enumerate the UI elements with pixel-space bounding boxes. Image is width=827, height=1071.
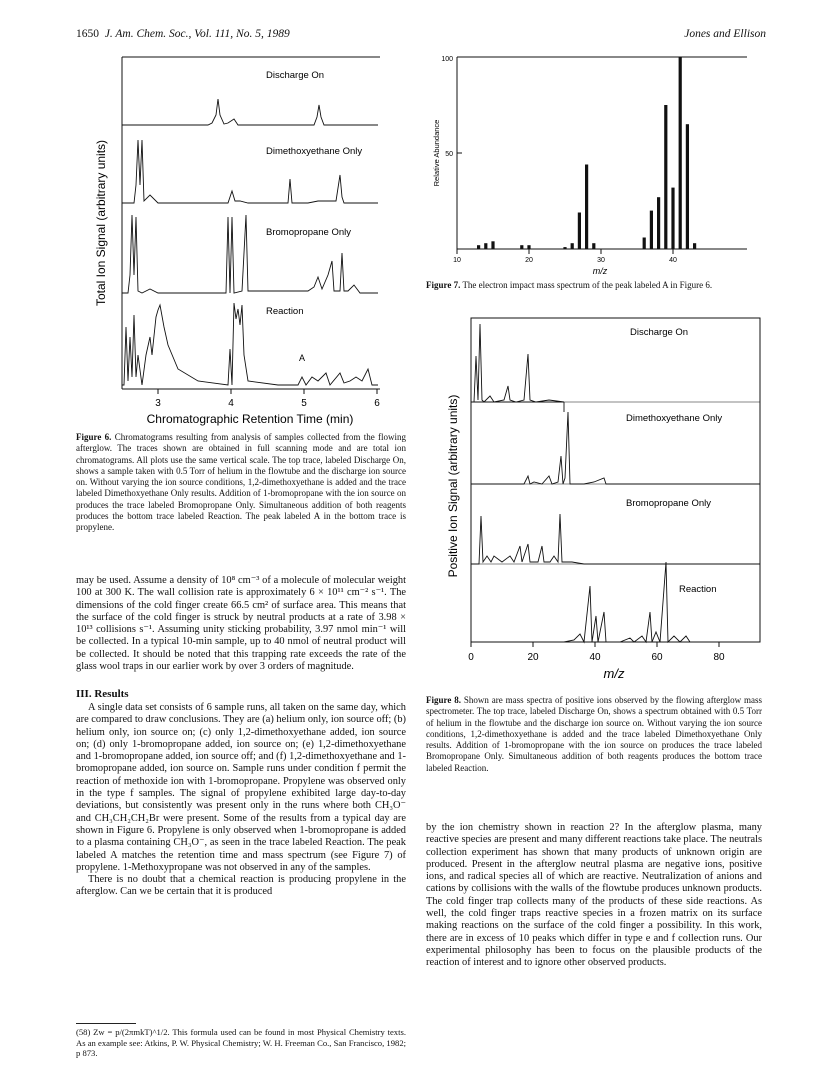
fig7-ytick: 50 <box>445 151 453 158</box>
figure-7-mass-spectrum <box>422 55 762 279</box>
fig8-trace-label-bromopropane: Bromopropane Only <box>626 498 712 509</box>
journal-name: J. Am. Chem. Soc., <box>104 28 192 40</box>
footnote-rule <box>76 1023 136 1024</box>
fig7-xtick: 20 <box>525 257 533 264</box>
fig7-bar-mz-14 <box>484 243 487 249</box>
fig8-trace-discharge-on <box>471 324 564 402</box>
figure-8-caption <box>426 695 762 774</box>
fig7-bar-mz-42 <box>686 124 689 249</box>
fig7-bar-mz-13 <box>477 245 480 249</box>
fig7-xtick: 10 <box>453 257 461 264</box>
figure-8-caption-text: Shown are mass spectra of positive ions observed by the flowing afterglow mass spectrometer. The top trace, labeled Discharge On, shows a spectrum obtained with 0.5 Torr of helium in the flowtube and the discharge ion source on. Without varying the ion source conditions, 1,2-dimethoxyethane is added and the trace labeled Dimethoxyethane Only results. Addition of 1-bromopropane with the ion source on produces the trace labeled Bromopropane Only. Simultaneous addition of both reagents produces the bottom trace labeled Reaction. <box>426 695 762 773</box>
fig7-bar-mz-25 <box>563 247 566 249</box>
fig8-xtick: 60 <box>651 652 663 663</box>
fig7-bar-mz-28 <box>585 165 588 250</box>
fig6-trace-label-discharge-on: Discharge On <box>266 70 325 81</box>
left-column-results <box>76 702 406 899</box>
fig6-xlabel: Chromatographic Retention Time (min) <box>146 412 354 426</box>
fig6-xtick: 4 <box>228 398 234 409</box>
fig8-trace-label-reaction: Reaction <box>679 584 717 595</box>
fig6-ylabel: Total Ion Signal (arbitrary units) <box>94 139 108 307</box>
fig7-xtick: 30 <box>597 257 605 264</box>
fig6-trace-label-bromopropane: Bromopropane Only <box>266 227 352 238</box>
fig6-xtick: 6 <box>374 398 380 409</box>
fig8-xlabel: m/z <box>603 666 625 681</box>
fig6-xtick: 5 <box>301 398 307 409</box>
fig8-ylabel: Positive Ion Signal (arbitrary units) <box>446 394 460 578</box>
figure-7-caption-label: Figure 7. <box>426 280 461 290</box>
fig7-bar-mz-19 <box>520 245 523 249</box>
fig8-xtick: 0 <box>468 652 474 663</box>
section-heading-results: III. Results <box>76 688 129 700</box>
fig6-xtick: 3 <box>155 398 161 409</box>
figure-6-caption-text: Chromatograms resulting from analysis of samples collected from the flowing afterglow. The traces shown are obtained in full scanning mode and are total ion chromatograms. All plots use the same vertical scale. The top trace, labeled Discharge On, shows a sample taken with 0.5 Torr of helium in the flowtube and the discharge ion source on. Without varying the ion source conditions, 1,2-dimethoxyethane is added and the trace labeled Dimethoxyethane Only results. Addition of 1-bromopropane with the ion source on produces the trace labeled Bromopropane Only. Simultaneous addition of both reagents produces the bottom trace labeled Reaction. The peak labeled A in the bottom trace is propylene. <box>76 432 407 533</box>
fig7-bar-mz-41 <box>679 57 682 249</box>
fig7-bar-mz-43 <box>693 243 696 249</box>
journal-volume: Vol. 111, No. 5, 1989 <box>194 28 290 40</box>
fig6-trace-label-reaction: Reaction <box>266 306 304 317</box>
body-paragraph: There is no doubt that a chemical reaction is producing propylene in the afterglow. Can we be certain that it is produced <box>76 874 406 898</box>
figure-6-caption <box>76 432 406 534</box>
fig8-xtick: 40 <box>589 652 601 663</box>
footnote-58: (58) Zw = p/(2πmkT)^1/2. This formula used can be found in most Physical Chemistry texts. As an example see: Atkins, P. W. Physical Chemistry; W. H. Freeman Co., San Francisco, 1982; p 873. <box>76 1027 406 1059</box>
fig7-bar-mz-38 <box>657 197 660 249</box>
fig6-trace-reaction <box>122 303 378 385</box>
fig7-bar-mz-40 <box>671 188 674 249</box>
figure-8-positive-ion-spectra <box>424 316 764 694</box>
fig7-bar-mz-27 <box>578 213 581 250</box>
fig7-bars <box>477 57 696 249</box>
fig7-xtick: 40 <box>669 257 677 264</box>
figure-6-caption-label: Figure 6. <box>76 432 112 442</box>
fig6-trace-discharge-on <box>122 99 378 125</box>
left-column-text <box>76 575 406 673</box>
fig7-bar-mz-15 <box>491 241 494 249</box>
figure-7-caption-text: The electron impact mass spectrum of the peak labeled A in Figure 6. <box>462 280 713 290</box>
fig6-trace-label-dimethoxyethane: Dimethoxyethane Only <box>266 146 363 157</box>
fig8-xtick: 80 <box>713 652 725 663</box>
fig7-bar-mz-29 <box>592 243 595 249</box>
figure-7-caption <box>426 280 762 291</box>
page-number: 1650 <box>76 28 99 40</box>
right-column-text <box>426 822 762 970</box>
body-paragraph: by the ion chemistry shown in reaction 2? In the afterglow plasma, many reactive species are present and many different reactions take place. The neutrals collection experiment has shown that many products of unknown origin are produced. Present in the afterglow neutral plasma are negative ions, positive ions, and radical species all of which are reactive. Neutralization of anions and cations by collisions with the walls of the flowtube produces unknown products. The cold finger trap collects many of the products of these side reactions. As well, the cold finger traps reactive species in a frozen matrix on its surface making reactions on the surface of the cold finger a possibility. In this work, there are in excess of 10 peaks which differ in type e and f collection runs. Our experimental philosophy has been to focus on the plausible products of the reaction of interest and to ignore other observed products. <box>426 822 762 969</box>
fig7-bar-mz-20 <box>527 245 530 249</box>
fig8-trace-label-dimethoxyethane: Dimethoxyethane Only <box>626 413 723 424</box>
fig7-bar-mz-36 <box>643 238 646 250</box>
body-paragraph: may be used. Assume a density of 10⁸ cm⁻³ of a molecule of molecular weight 100 at 300 K. The wall collision rate is approximately 6 × 10¹¹ cm⁻² s⁻¹. The dimensions of the cold finger create 66.5 cm² of surface area. This means that the surface of the cold finger is struck by neutral products at a rate of 3.98 × 10¹³ collisions s⁻¹. Assuming unity sticking probability, 3.97 nmol min⁻¹ will be collected. In a typical 10-min sample, up to 40 nmol of neutral product will be collected. It should be noted that this trapping rate exceeds the rate of the glass wool traps in our earlier work by over 3 orders of magnitude. <box>76 575 406 673</box>
fig7-bar-mz-37 <box>650 211 653 249</box>
fig7-bar-mz-39 <box>664 105 667 249</box>
figure-6-chromatogram <box>78 55 408 430</box>
figure-8-caption-label: Figure 8. <box>426 695 461 705</box>
fig7-bar-mz-26 <box>571 243 574 249</box>
fig8-trace-reaction <box>471 562 760 642</box>
fig7-xlabel: m/z <box>592 266 608 276</box>
fig7-ylabel: Relative Abundance <box>432 119 441 187</box>
fig8-trace-bromopropane <box>471 514 760 564</box>
fig8-trace-label-discharge-on: Discharge On <box>630 327 689 338</box>
body-paragraph: A single data set consists of 6 sample runs, all taken on the same day, which are compared to draw conclusions. They are (a) helium only, ion source off; (b) helium only, ion source on; (c) only 1,2-dimethoxyethane added, ion source on; (d) only 1-bromopropane added, ion source on; (e) 1,2-dimethoxyethane and 1-bromopropane added, ion source off; and (f) 1,2-dimethoxyethane and 1-bromopropane added, ion source on. Sample runs under condition f permit the reaction of methoxide ion with 1-bromopropane. Propylene was observed only in the type f samples. The signal of propylene exhibited large day-to-day deviations, but consistently was present only in the runs where both CH₃O⁻ and CH₃CH₂CH₂Br were present. Some of the results from a typical day are shown in Figure 6. Propylene is only observed when 1-bromopropane is added to a plasma containing CH₃O⁻, as seen in the trace labeled Reaction. The peak labeled A matches the retention time and mass spectrum (see Figure 7) of propylene. 1-Methoxypropane was not observed in any of the samples. <box>76 702 406 873</box>
fig8-xtick: 20 <box>527 652 539 663</box>
fig6-peak-label: A <box>299 353 306 363</box>
fig7-ytick: 100 <box>441 56 453 63</box>
running-authors: Jones and Ellison <box>684 28 766 40</box>
running-header <box>76 28 290 40</box>
